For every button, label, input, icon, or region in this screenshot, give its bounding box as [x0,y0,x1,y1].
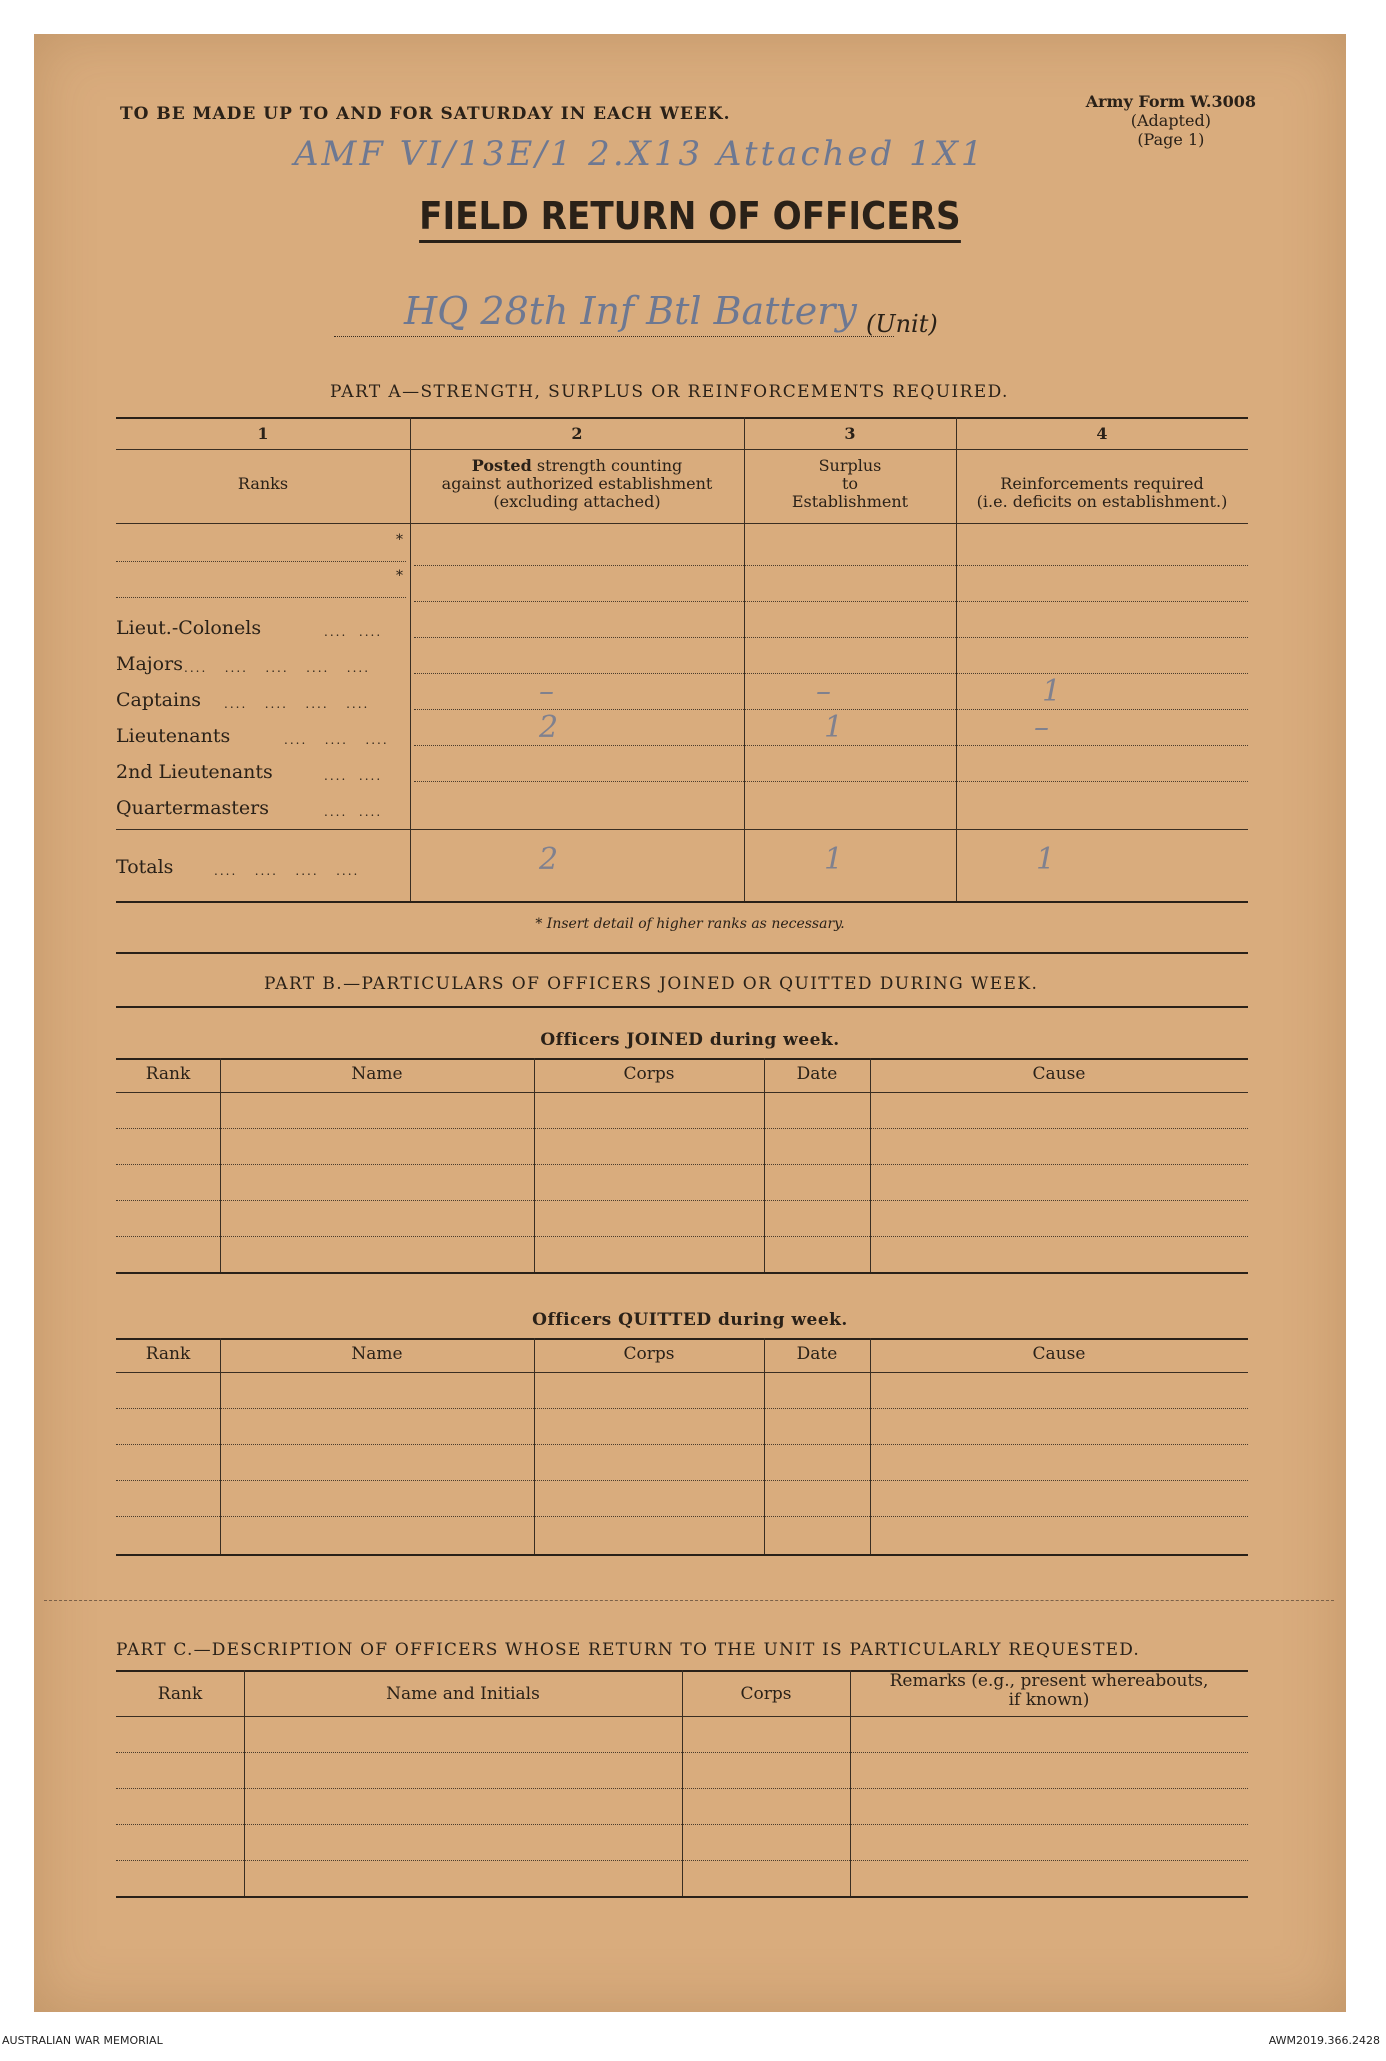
joined-col-date: Date [796,1064,838,1084]
totals-posted: 2 [539,842,559,877]
quitted-col-corps: Corps [623,1344,675,1364]
row-rule [414,637,1248,638]
quitted-col-divider [220,1338,221,1554]
col-surplus-line1: Surplus [818,456,882,475]
form-sheet [34,34,1346,2012]
col-posted-line2: against authorized establishment [441,474,713,493]
quitted-row-rule [116,1516,1248,1517]
joined-col-name: Name [351,1064,403,1084]
totals-reinf: 1 [1036,842,1056,877]
quitted-bottom-rule [116,1554,1248,1556]
part-c-col-remarks [850,1672,1248,1710]
part-c-col-rank: Rank [157,1684,203,1704]
col-surplus-line3: Establishment [791,492,909,511]
totals-top-rule [116,829,1248,830]
blank-rank-row-1 [116,561,406,562]
row-rule [414,745,1248,746]
joined-col-divider [870,1058,871,1272]
joined-header-rule [116,1092,1248,1093]
leader-dots: .... .... .... .... [224,697,370,711]
part-c-row-rule [116,1788,1248,1789]
leader-dots: .... .... .... [284,733,389,747]
blank-rank-star-1: * [396,532,403,548]
quitted-col-date: Date [796,1344,838,1364]
part-c-bottom-rule [116,1896,1248,1898]
col-number-2: 2 [571,424,583,443]
part-b-heading-rule [116,1006,1248,1008]
perforation-line [44,1600,1334,1601]
lieutenants-posted: 2 [539,710,559,745]
totals-surplus: 1 [824,842,844,877]
handwritten-reference: AMF VI/13E/1 2.X13 Attached 1X1 [294,134,986,174]
row-rule [414,565,1248,566]
joined-col-divider [534,1058,535,1272]
quitted-row-rule [116,1480,1248,1481]
col-reinf-header [956,475,1248,511]
form-page: (Page 1) [1137,130,1205,149]
part-c-row-rule [116,1860,1248,1861]
leader-dots: .... .... [324,625,383,639]
rank-label: Quartermasters [116,797,269,819]
leader-dots: .... .... .... .... [214,864,360,878]
title-text: FIELD RETURN OF OFFICERS [419,194,960,243]
joined-heading: Officers JOINED during week. [540,1030,840,1050]
quitted-heading: Officers QUITTED during week. [532,1310,848,1330]
part-a-bottom-rule [116,901,1248,903]
archive-credit: AUSTRALIAN WAR MEMORIAL [2,2034,163,2047]
joined-row-rule [116,1128,1248,1129]
captains-reinf: 1 [1042,674,1062,709]
blank-rank-star-2: * [396,568,403,584]
col-number-1: 1 [257,424,269,443]
rank-label: Captains [116,689,202,711]
leader-dots: .... .... [324,769,383,783]
joined-top-rule [116,1058,1248,1060]
unit-label: (Unit) [866,310,938,338]
part-a-heading: PART A—STRENGTH, SURPLUS OR REINFORCEMENTS REQUIRED. [330,382,1009,402]
row-rule [414,601,1248,602]
joined-bottom-rule [116,1272,1248,1274]
joined-col-corps: Corps [623,1064,675,1084]
form-adapted: (Adapted) [1130,111,1211,130]
part-b-top-rule [116,952,1248,954]
remarks-line2: if known) [1008,1690,1090,1710]
page-title [34,194,1346,243]
joined-col-divider [220,1058,221,1272]
joined-row-rule [116,1236,1248,1237]
lieutenants-reinf: – [1034,710,1049,745]
quitted-col-divider [534,1338,535,1554]
rank-label: Majors [116,653,183,675]
form-number: Army Form W.3008 [1085,92,1256,111]
joined-row-rule [116,1200,1248,1201]
col-posted-rest: strength counting [531,456,683,475]
part-a-footnote: * Insert detail of higher ranks as necessary. [535,916,845,932]
quitted-row-rule [116,1408,1248,1409]
col-number-3: 3 [844,424,856,443]
joined-row-rule [116,1164,1248,1165]
col-posted-line3: (excluding attached) [493,492,661,511]
rank-label: Lieutenants [116,725,231,747]
part-c-row-rule [116,1752,1248,1753]
part-b-heading: PART B.—PARTICULARS OF OFFICERS JOINED OR QUITTED DURING WEEK. [264,974,1039,994]
col-surplus-line2: to [841,474,859,493]
part-c-heading: PART C.—DESCRIPTION OF OFFICERS WHOSE RETURN TO THE UNIT IS PARTICULARLY REQUESTED. [116,1640,1141,1660]
part-c-col-name: Name and Initials [386,1684,540,1704]
rank-label: 2nd Lieutenants [116,761,273,783]
remarks-line1: Remarks (e.g., present whereabouts, [889,1671,1209,1691]
rank-label: Lieut.-Colonels [116,617,262,639]
leader-dots: .... .... [324,805,383,819]
unit-handwritten: HQ 28th Inf Btl Battery [404,289,857,333]
part-a-top-rule [116,417,1248,419]
quitted-col-name: Name [351,1344,403,1364]
joined-col-rank: Rank [145,1064,191,1084]
part-c-col-corps: Corps [740,1684,792,1704]
blank-rank-row-2 [116,597,406,598]
quitted-row-rule [116,1444,1248,1445]
form-number-block [1086,92,1256,149]
totals-label: Totals [116,856,174,878]
col-surplus-header [744,457,956,511]
quitted-col-divider [870,1338,871,1554]
joined-col-divider [764,1058,765,1272]
col-posted-bold: Posted [471,456,532,475]
joined-col-cause: Cause [1032,1064,1086,1084]
quitted-top-rule [116,1338,1248,1340]
weekly-instruction: TO BE MADE UP TO AND FOR SATURDAY IN EACH WEEK. [120,104,731,124]
part-c-row-rule [116,1824,1248,1825]
quitted-col-rank: Rank [145,1344,191,1364]
row-rule [414,781,1248,782]
leader-dots: .... .... .... .... .... [184,661,371,675]
col-number-4: 4 [1096,424,1108,443]
part-a-number-rule [116,449,1248,450]
lieutenants-surplus: 1 [824,710,844,745]
quitted-header-rule [116,1372,1248,1373]
captains-surplus: – [816,674,831,709]
quitted-col-divider [764,1338,765,1554]
col-reinf-line2: (i.e. deficits on establishment.) [976,492,1228,511]
part-a-header-rule [116,523,1248,524]
archive-id: AWM2019.366.2428 [1268,2034,1380,2047]
quitted-col-cause: Cause [1032,1344,1086,1364]
col-posted-header [410,457,744,511]
captains-posted: – [539,674,554,709]
col-reinf-line1: Reinforcements required [1000,474,1204,493]
col-ranks-header: Ranks [237,474,289,493]
